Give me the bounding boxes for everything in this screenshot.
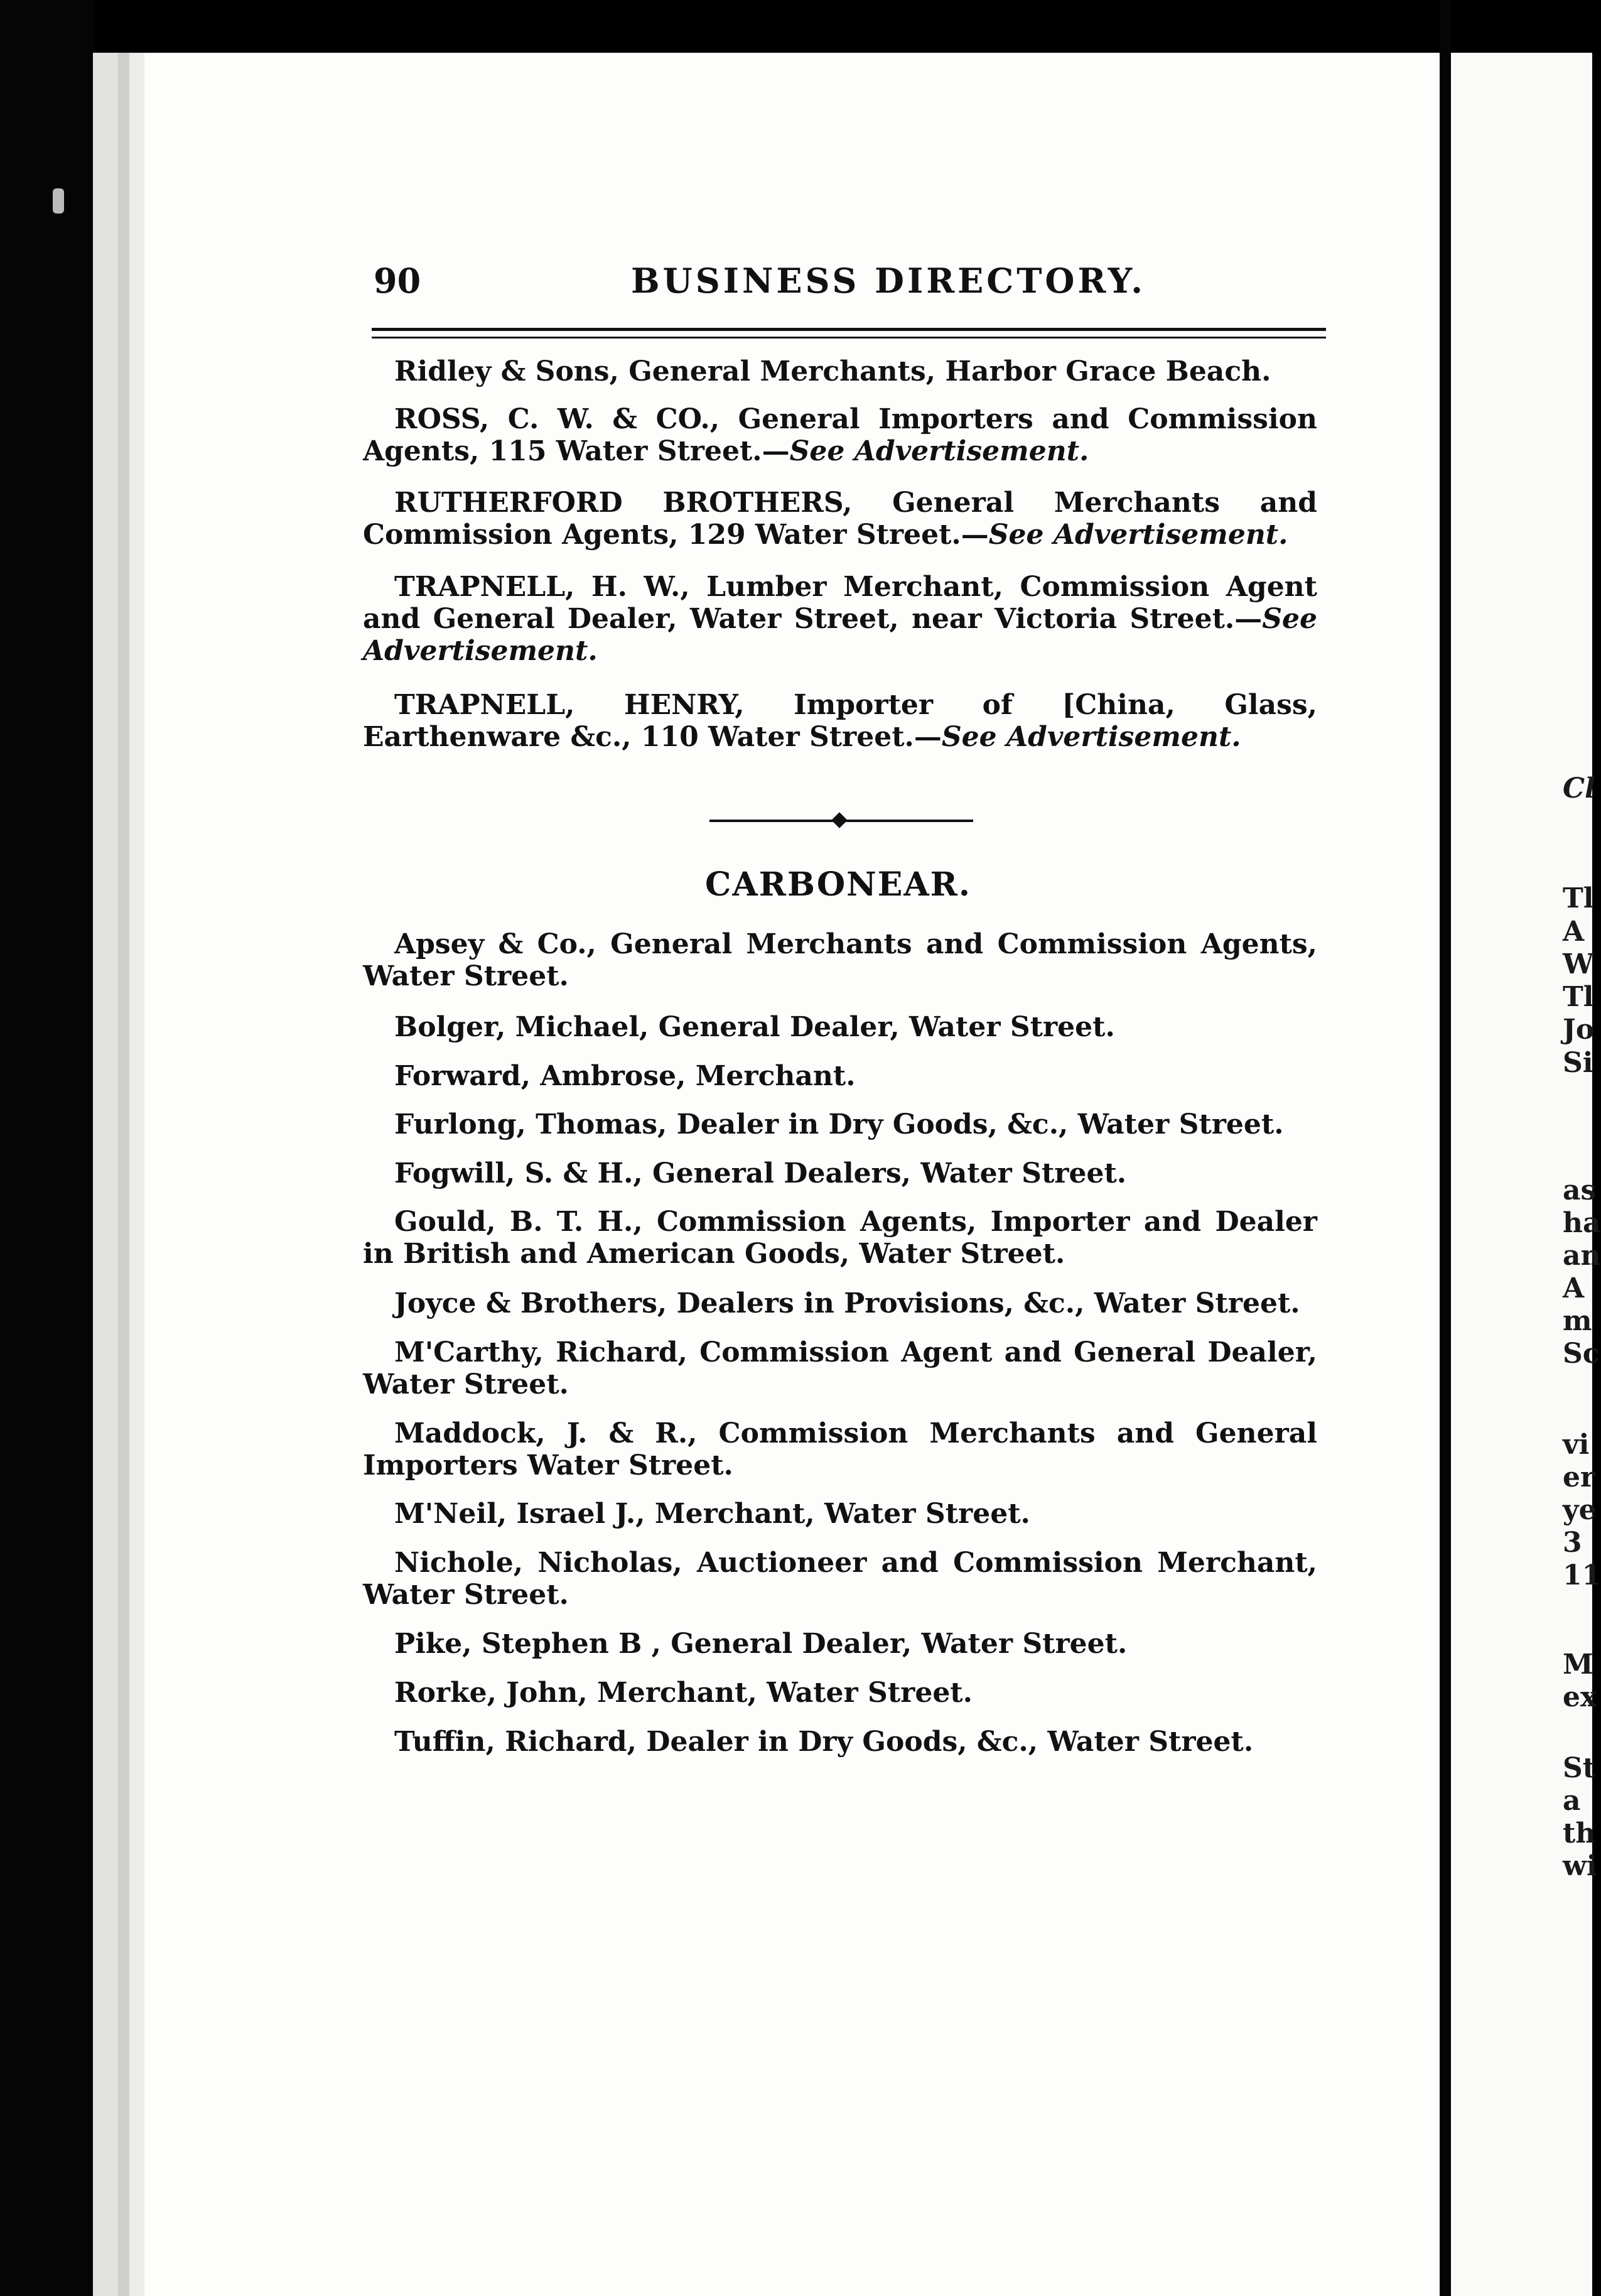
facing-page-fragment: ex bbox=[1563, 1681, 1597, 1713]
directory-entry: Bolger, Michael, General Dealer, Water Street. bbox=[394, 1011, 1115, 1043]
facing-page-fragment: 3 bbox=[1563, 1527, 1582, 1559]
facing-page-fragment: Cl bbox=[1563, 772, 1595, 804]
facing-page-fragment: er bbox=[1563, 1461, 1595, 1493]
directory-entry bbox=[363, 403, 1317, 467]
facing-page-fragment: W bbox=[1563, 948, 1594, 980]
page-title: BUSINESS DIRECTORY. bbox=[631, 261, 1146, 301]
facing-page-fragment: Tl bbox=[1563, 981, 1594, 1013]
facing-page-fragment: Sc bbox=[1563, 1338, 1600, 1370]
directory-entry: Gould, B. T. H., Commission Agents, Importer and Dealer in British and American Goods, Water Street. bbox=[363, 1206, 1317, 1270]
directory-entry: Apsey & Co., General Merchants and Commission Agents, Water Street. bbox=[363, 928, 1317, 992]
entry-text: TRAPNELL, H. W., Lumber Merchant, Commission Agent and General Dealer, Water Street, near Victoria Street.— bbox=[363, 571, 1317, 635]
directory-entry: Rorke, John, Merchant, Water Street. bbox=[394, 1677, 973, 1709]
page-number: 90 bbox=[374, 261, 421, 301]
directory-entry bbox=[363, 487, 1317, 551]
facing-page-fragment: ye bbox=[1563, 1494, 1597, 1526]
facing-page-fragment: an bbox=[1563, 1240, 1601, 1272]
facing-page bbox=[1451, 53, 1601, 2296]
header-rule bbox=[372, 337, 1326, 338]
facing-page-fragment: a bbox=[1563, 1785, 1581, 1817]
spine-mark bbox=[53, 188, 64, 214]
entry-see-note: See Advertisement. bbox=[941, 721, 1241, 753]
entry-text: Ridley & Sons, General Merchants, Harbor Grace Beach. bbox=[394, 355, 1271, 387]
facing-page-fragment: m bbox=[1563, 1305, 1592, 1337]
facing-page-fragment: as bbox=[1563, 1174, 1597, 1206]
facing-page-fragment: Tl bbox=[1563, 882, 1594, 914]
directory-entry: Furlong, Thomas, Dealer in Dry Goods, &c., Water Street. bbox=[394, 1108, 1284, 1140]
directory-entry: M'Carthy, Richard, Commission Agent and General Dealer, Water Street. bbox=[363, 1336, 1317, 1400]
directory-entry: Pike, Stephen B , General Dealer, Water Street. bbox=[394, 1628, 1128, 1660]
entry-see-note: See Advertisement. bbox=[789, 435, 1089, 467]
section-title: CARBONEAR. bbox=[705, 865, 971, 904]
page-gutter bbox=[1440, 0, 1451, 2296]
page-edge bbox=[93, 53, 118, 2296]
facing-page-fragment: ha bbox=[1563, 1207, 1601, 1239]
directory-entry bbox=[363, 571, 1317, 667]
header-rule bbox=[372, 328, 1326, 331]
facing-page-fragment: Jo bbox=[1563, 1014, 1595, 1046]
page-edge bbox=[129, 53, 144, 2296]
directory-entry bbox=[363, 355, 1317, 387]
directory-entry: Fogwill, S. & H., General Dealers, Water Street. bbox=[394, 1157, 1127, 1189]
facing-page-fragment: A bbox=[1563, 916, 1585, 948]
directory-entry: Tuffin, Richard, Dealer in Dry Goods, &c., Water Street. bbox=[394, 1726, 1254, 1758]
entry-see-note: See Advertisement. bbox=[363, 603, 1317, 667]
facing-page-fragment: wi bbox=[1563, 1850, 1597, 1882]
directory-entry: Forward, Ambrose, Merchant. bbox=[394, 1060, 856, 1092]
entry-text: RUTHERFORD BROTHERS, General Merchants and Commission Agents, 129 Water Street.— bbox=[363, 487, 1317, 551]
book-spine bbox=[0, 0, 94, 2296]
facing-page-fragment: M bbox=[1563, 1649, 1593, 1681]
facing-page-fragment: Si bbox=[1563, 1047, 1593, 1079]
directory-entry: Maddock, J. & R., Commission Merchants and General Importers Water Street. bbox=[363, 1417, 1317, 1481]
directory-entry: Nichole, Nicholas, Auctioneer and Commission Merchant, Water Street. bbox=[363, 1547, 1317, 1611]
facing-page-fragment: th bbox=[1563, 1817, 1596, 1849]
page-edge bbox=[118, 53, 129, 2296]
directory-entry: M'Neil, Israel J., Merchant, Water Street. bbox=[394, 1498, 1030, 1530]
directory-entry: Joyce & Brothers, Dealers in Provisions, &c., Water Street. bbox=[394, 1287, 1300, 1319]
facing-page-fragment: 11 bbox=[1563, 1559, 1601, 1591]
section-divider bbox=[709, 811, 973, 830]
directory-entry bbox=[363, 689, 1317, 753]
facing-page-fragment: A bbox=[1563, 1272, 1585, 1304]
facing-page-fragment: vi bbox=[1563, 1429, 1590, 1461]
entry-text: ROSS, C. W. & CO., General Importers and Commission Agents, 115 Water Street.— bbox=[363, 403, 1317, 467]
entry-see-note: See Advertisement. bbox=[988, 519, 1288, 551]
facing-page-fragment: St bbox=[1563, 1752, 1596, 1784]
diamond-ornament-icon bbox=[831, 812, 847, 828]
entry-text: TRAPNELL, HENRY, Importer of [China, Glass, Earthenware &c., 110 Water Street.— bbox=[363, 689, 1317, 753]
page-header bbox=[374, 261, 1328, 305]
